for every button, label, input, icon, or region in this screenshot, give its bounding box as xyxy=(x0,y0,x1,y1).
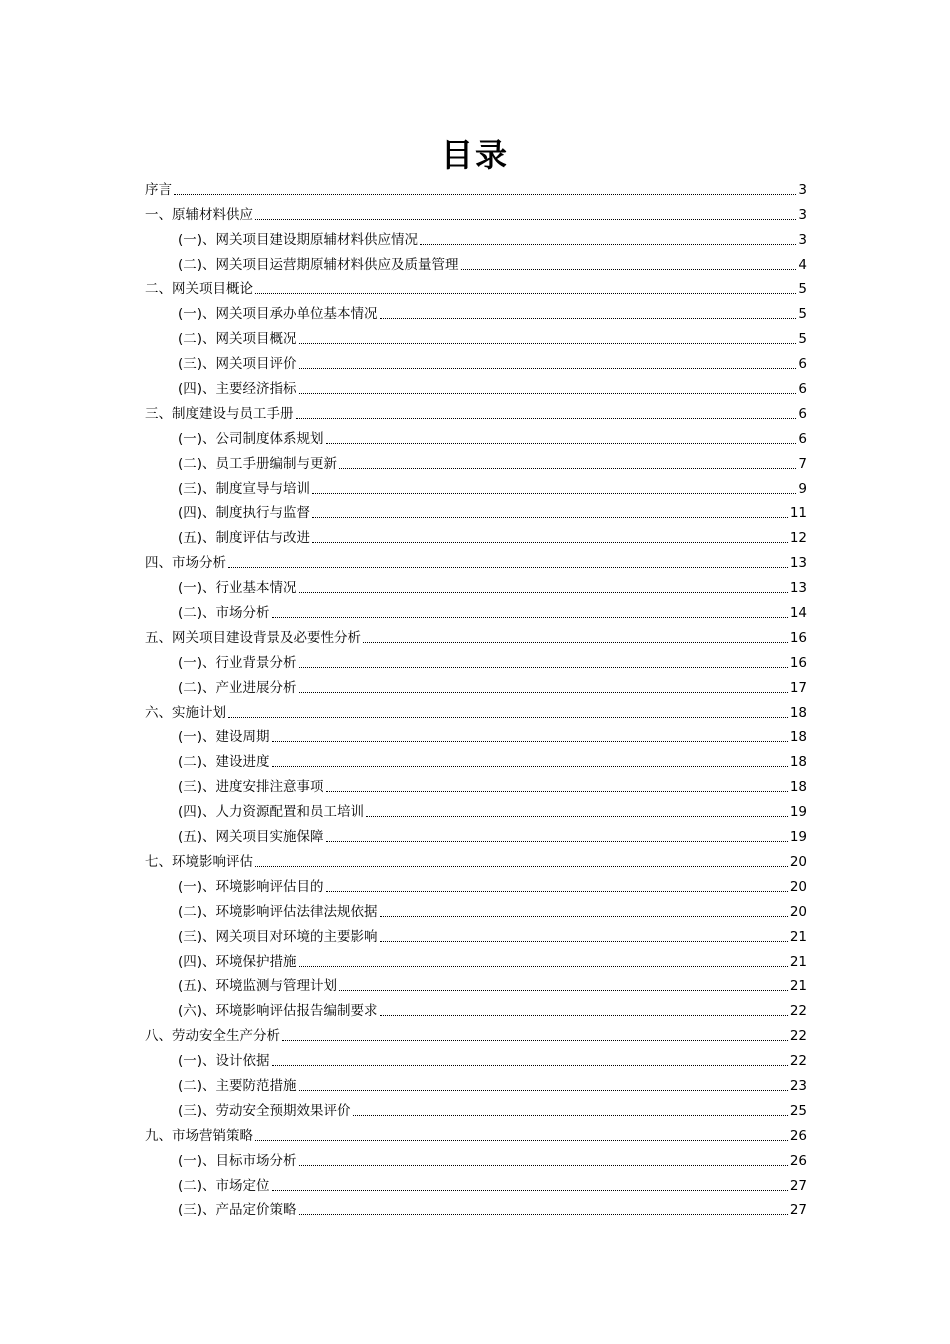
toc-entry[interactable] xyxy=(145,1145,807,1170)
toc-entry-label: (一)、网关项目建设期原辅材料供应情况 xyxy=(178,231,419,248)
toc-leader-dots xyxy=(174,194,796,195)
toc-entry-label: (一)、行业基本情况 xyxy=(178,580,297,597)
toc-entry[interactable] xyxy=(145,821,807,846)
toc-entry[interactable] xyxy=(145,1095,807,1120)
toc-entry-page-number: 27 xyxy=(789,1177,807,1194)
toc-entry-label: (一)、建设周期 xyxy=(178,729,270,746)
toc-entry-label: (四)、制度执行与监督 xyxy=(178,505,311,522)
toc-entry-page-number: 13 xyxy=(789,555,807,572)
toc-entry[interactable] xyxy=(145,946,807,971)
toc-entry-page-number: 20 xyxy=(789,903,807,920)
toc-leader-dots xyxy=(272,741,788,742)
toc-entry[interactable] xyxy=(145,298,807,323)
toc-entry-page-number: 18 xyxy=(789,779,807,796)
toc-leader-dots xyxy=(299,1090,788,1091)
toc-entry[interactable] xyxy=(145,672,807,697)
toc-entry[interactable] xyxy=(145,323,807,348)
toc-entry-label: (二)、市场定位 xyxy=(178,1177,270,1194)
toc-entry-label: (二)、环境影响评估法律法规依据 xyxy=(178,903,378,920)
toc-leader-dots xyxy=(363,642,788,643)
toc-leader-dots xyxy=(339,990,788,991)
toc-leader-dots xyxy=(380,318,797,319)
toc-entry-page-number: 20 xyxy=(789,878,807,895)
toc-entry[interactable] xyxy=(145,647,807,672)
toc-leader-dots xyxy=(299,667,788,668)
toc-entry-label: 序言 xyxy=(145,181,172,198)
toc-entry[interactable] xyxy=(145,871,807,896)
toc-entry-page-number: 5 xyxy=(798,281,807,298)
toc-entry-page-number: 11 xyxy=(789,505,807,522)
toc-entry-page-number: 26 xyxy=(789,1152,807,1169)
toc-entry[interactable] xyxy=(145,498,807,523)
toc-entry-page-number: 3 xyxy=(798,231,807,248)
toc-entry[interactable] xyxy=(145,199,807,224)
toc-entry-label: (四)、环境保护措施 xyxy=(178,953,297,970)
toc-entry-label: 四、市场分析 xyxy=(145,555,226,572)
toc-entry-label: (三)、制度宣导与培训 xyxy=(178,480,311,497)
toc-entry-label: (三)、劳动安全预期效果评价 xyxy=(178,1102,351,1119)
toc-entry-label: 五、网关项目建设背景及必要性分析 xyxy=(145,629,361,646)
toc-entry[interactable] xyxy=(145,448,807,473)
toc-entry[interactable] xyxy=(145,547,807,572)
toc-entry[interactable] xyxy=(145,1070,807,1095)
toc-leader-dots xyxy=(255,866,788,867)
toc-leader-dots xyxy=(296,418,797,419)
toc-entry-page-number: 5 xyxy=(798,306,807,323)
toc-leader-dots xyxy=(255,219,796,220)
toc-entry[interactable] xyxy=(145,572,807,597)
toc-entry-page-number: 3 xyxy=(798,181,807,198)
toc-leader-dots xyxy=(255,1140,788,1141)
toc-entry-page-number: 22 xyxy=(789,1053,807,1070)
toc-leader-dots xyxy=(312,542,788,543)
toc-entry[interactable] xyxy=(145,522,807,547)
toc-entry-label: 一、原辅材料供应 xyxy=(145,206,253,223)
toc-entry-page-number: 26 xyxy=(789,1127,807,1144)
toc-entry[interactable] xyxy=(145,697,807,722)
toc-entry-page-number: 13 xyxy=(789,580,807,597)
toc-entry-label: (四)、主要经济指标 xyxy=(178,381,297,398)
toc-leader-dots xyxy=(326,841,788,842)
toc-entry[interactable] xyxy=(145,921,807,946)
toc-entry[interactable] xyxy=(145,771,807,796)
toc-entry-page-number: 6 xyxy=(798,405,807,422)
toc-entry[interactable] xyxy=(145,995,807,1020)
toc-entry-label: (五)、制度评估与改进 xyxy=(178,530,311,547)
toc-entry-page-number: 4 xyxy=(798,256,807,273)
toc-entry-label: (二)、网关项目概况 xyxy=(178,331,297,348)
toc-entry-page-number: 3 xyxy=(798,206,807,223)
toc-leader-dots xyxy=(339,468,796,469)
toc-entry-label: (一)、行业背景分析 xyxy=(178,654,297,671)
toc-entry[interactable] xyxy=(145,846,807,871)
toc-leader-dots xyxy=(272,1190,788,1191)
toc-leader-dots xyxy=(282,1040,788,1041)
toc-leader-dots xyxy=(299,393,797,394)
toc-entry-label: (三)、产品定价策略 xyxy=(178,1202,297,1219)
toc-entry-label: 二、网关项目概论 xyxy=(145,281,253,298)
toc-leader-dots xyxy=(380,1015,788,1016)
toc-entry[interactable] xyxy=(145,1020,807,1045)
toc-leader-dots xyxy=(272,766,788,767)
toc-entry[interactable] xyxy=(145,398,807,423)
toc-leader-dots xyxy=(380,916,788,917)
toc-entry-page-number: 23 xyxy=(789,1077,807,1094)
toc-entry-label: (二)、市场分析 xyxy=(178,605,270,622)
toc-entry-page-number: 20 xyxy=(789,853,807,870)
toc-entry-label: (一)、设计依据 xyxy=(178,1053,270,1070)
toc-leader-dots xyxy=(228,567,788,568)
toc-entry-label: 七、环境影响评估 xyxy=(145,853,253,870)
toc-entry[interactable] xyxy=(145,746,807,771)
toc-entry[interactable] xyxy=(145,622,807,647)
toc-entry-label: (一)、环境影响评估目的 xyxy=(178,878,324,895)
toc-leader-dots xyxy=(420,244,796,245)
toc-entry[interactable] xyxy=(145,473,807,498)
toc-leader-dots xyxy=(299,966,788,967)
toc-leader-dots xyxy=(299,1214,788,1215)
toc-entry-page-number: 18 xyxy=(789,729,807,746)
toc-entry-label: (二)、员工手册编制与更新 xyxy=(178,455,338,472)
toc-leader-dots xyxy=(299,692,788,693)
toc-entry[interactable] xyxy=(145,1170,807,1195)
toc-entry-label: (二)、产业进展分析 xyxy=(178,679,297,696)
toc-leader-dots xyxy=(326,891,788,892)
toc-entry-page-number: 6 xyxy=(798,430,807,447)
toc-entry-page-number: 17 xyxy=(789,679,807,696)
toc-entry-label: (二)、网关项目运营期原辅材料供应及质量管理 xyxy=(178,256,459,273)
toc-entry-label: (一)、网关项目承办单位基本情况 xyxy=(178,306,378,323)
toc-entry-page-number: 21 xyxy=(789,953,807,970)
toc-entry-label: (二)、主要防范措施 xyxy=(178,1077,297,1094)
toc-entry-label: (五)、环境监测与管理计划 xyxy=(178,978,338,995)
toc-entry-label: 三、制度建设与员工手册 xyxy=(145,405,294,422)
toc-entry-page-number: 7 xyxy=(798,455,807,472)
toc-entry[interactable] xyxy=(145,597,807,622)
toc-leader-dots xyxy=(299,368,797,369)
toc-entry-page-number: 19 xyxy=(789,829,807,846)
toc-entry[interactable] xyxy=(145,971,807,996)
toc-entry-page-number: 18 xyxy=(789,704,807,721)
toc-entry[interactable] xyxy=(145,174,807,199)
toc-leader-dots xyxy=(366,816,788,817)
toc-leader-dots xyxy=(299,343,797,344)
toc-entry-page-number: 21 xyxy=(789,978,807,995)
toc-leader-dots xyxy=(272,617,788,618)
toc-entry[interactable] xyxy=(145,423,807,448)
toc-entry[interactable] xyxy=(145,348,807,373)
toc-entry-page-number: 21 xyxy=(789,928,807,945)
toc-entry-label: (五)、网关项目实施保障 xyxy=(178,829,324,846)
toc-leader-dots xyxy=(299,1165,788,1166)
toc-entry-label: (三)、网关项目评价 xyxy=(178,356,297,373)
toc-entry-page-number: 25 xyxy=(789,1102,807,1119)
toc-entry-page-number: 22 xyxy=(789,1028,807,1045)
toc-leader-dots xyxy=(272,1065,788,1066)
toc-entry-label: (三)、网关项目对环境的主要影响 xyxy=(178,928,378,945)
toc-entry[interactable] xyxy=(145,249,807,274)
toc-leader-dots xyxy=(326,791,788,792)
toc-leader-dots xyxy=(299,592,788,593)
toc-leader-dots xyxy=(312,517,788,518)
page-title: 目录 xyxy=(440,136,509,174)
toc-entry-label: (三)、进度安排注意事项 xyxy=(178,779,324,796)
toc-leader-dots xyxy=(461,269,797,270)
toc-entry-page-number: 9 xyxy=(798,480,807,497)
toc-entry-label: (四)、人力资源配置和员工培训 xyxy=(178,804,365,821)
toc-entry-label: 六、实施计划 xyxy=(145,704,226,721)
toc-entry[interactable] xyxy=(145,373,807,398)
toc-entry[interactable] xyxy=(145,896,807,921)
toc-leader-dots xyxy=(228,717,788,718)
toc-entry-label: 八、劳动安全生产分析 xyxy=(145,1028,280,1045)
toc-entry-page-number: 12 xyxy=(789,530,807,547)
toc-entry-page-number: 5 xyxy=(798,331,807,348)
toc-entry-page-number: 6 xyxy=(798,381,807,398)
toc-entry-label: (六)、环境影响评估报告编制要求 xyxy=(178,1003,378,1020)
toc-entry-page-number: 27 xyxy=(789,1202,807,1219)
toc-entry[interactable] xyxy=(145,722,807,747)
toc-entry-page-number: 16 xyxy=(789,654,807,671)
toc-entry[interactable] xyxy=(145,1120,807,1145)
toc-leader-dots xyxy=(353,1115,788,1116)
toc-leader-dots xyxy=(326,443,797,444)
toc-entry[interactable] xyxy=(145,274,807,299)
toc-entry-page-number: 6 xyxy=(798,356,807,373)
toc-entry-label: (一)、目标市场分析 xyxy=(178,1152,297,1169)
toc-entry[interactable] xyxy=(145,224,807,249)
toc-entry-page-number: 18 xyxy=(789,754,807,771)
toc-entry-page-number: 14 xyxy=(789,605,807,622)
toc-entry-label: (二)、建设进度 xyxy=(178,754,270,771)
toc-entry[interactable] xyxy=(145,1045,807,1070)
toc-entry-label: 九、市场营销策略 xyxy=(145,1127,253,1144)
toc-entry-page-number: 16 xyxy=(789,629,807,646)
toc-entry-page-number: 22 xyxy=(789,1003,807,1020)
toc-leader-dots xyxy=(312,493,796,494)
toc-leader-dots xyxy=(380,941,788,942)
toc-leader-dots xyxy=(255,293,796,294)
table-of-contents xyxy=(145,174,807,1219)
toc-entry-page-number: 19 xyxy=(789,804,807,821)
toc-entry[interactable] xyxy=(145,796,807,821)
toc-entry[interactable] xyxy=(145,1195,807,1220)
toc-entry-label: (一)、公司制度体系规划 xyxy=(178,430,324,447)
